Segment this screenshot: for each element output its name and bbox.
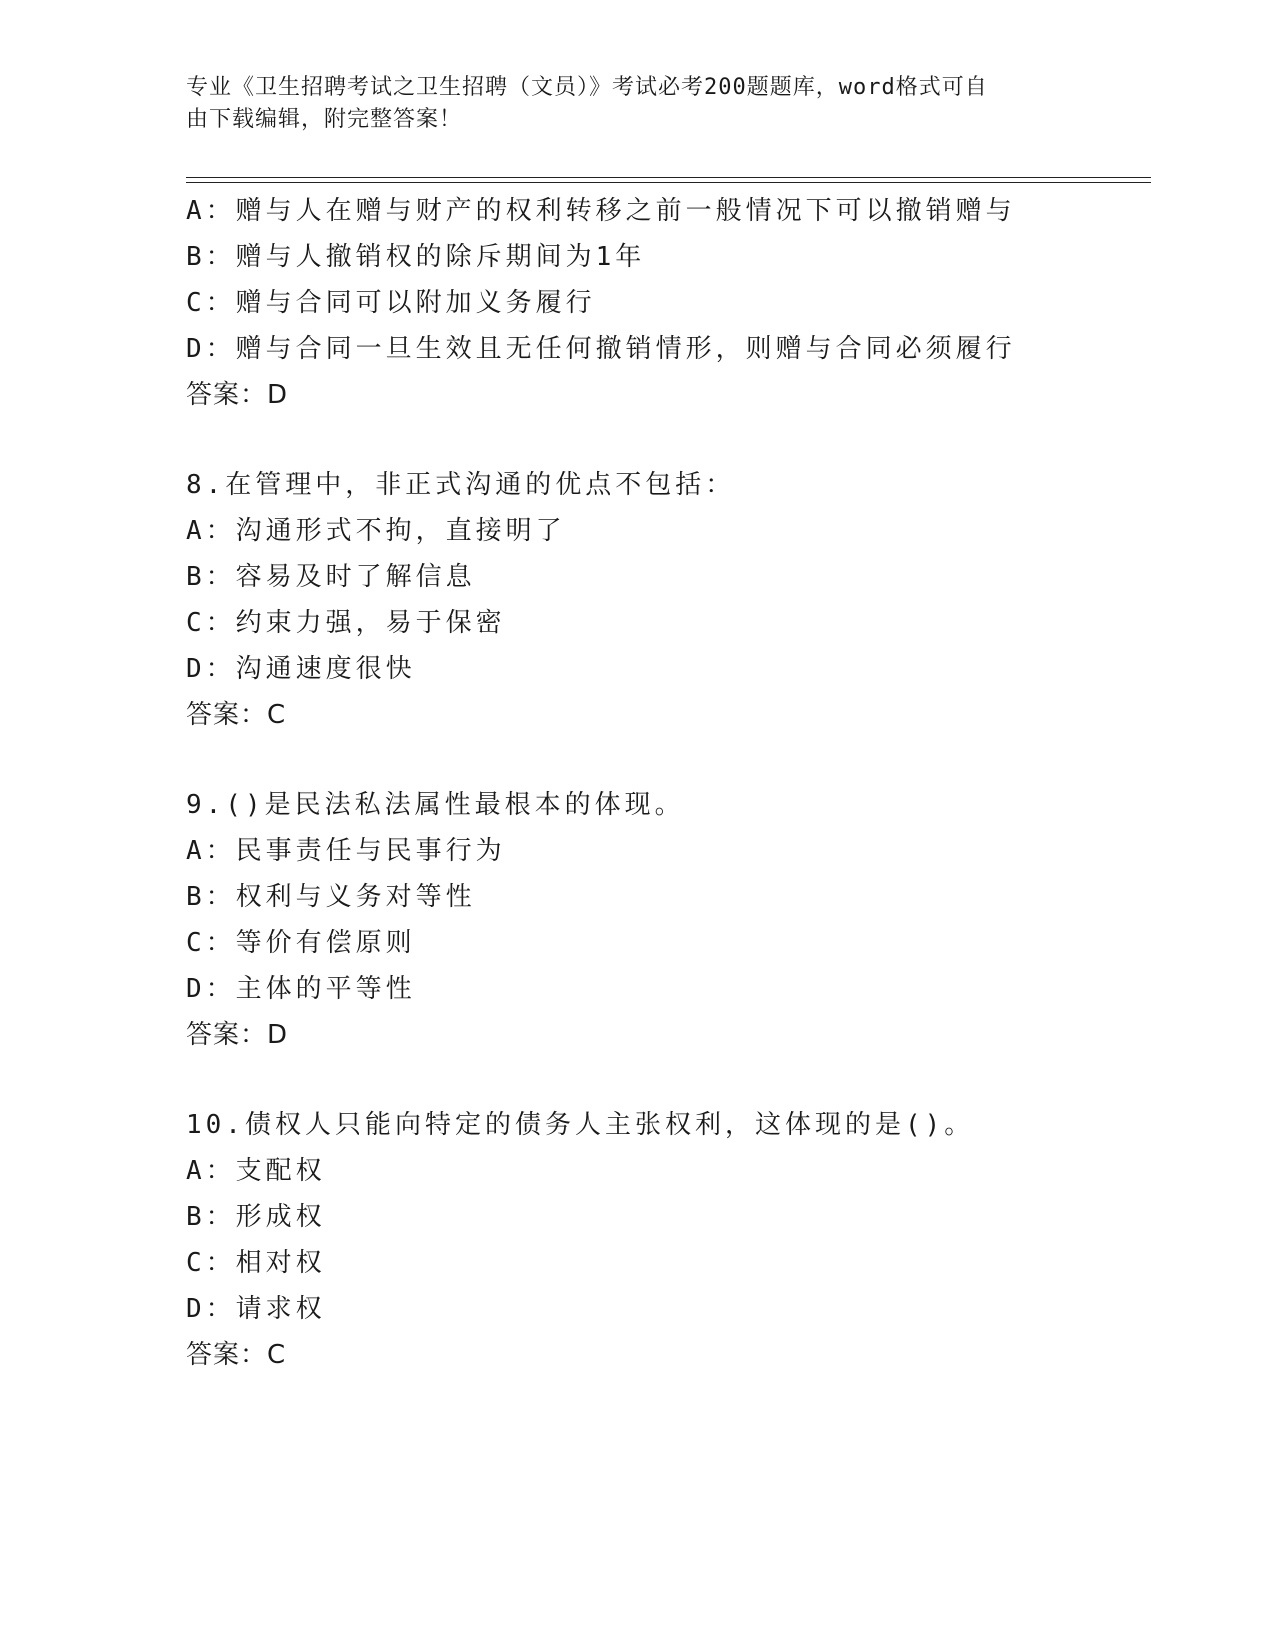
document-header xyxy=(186,72,1066,136)
option-b: B：形成权 xyxy=(186,1202,326,1232)
question-8 xyxy=(186,462,1146,738)
option-a: A：支配权 xyxy=(186,1156,326,1186)
header-divider-bottom xyxy=(186,182,1151,183)
header-line-2: 由下载编辑，附完整答案！ xyxy=(186,107,463,132)
question-text: 8.在管理中，非正式沟通的优点不包括： xyxy=(186,470,736,500)
option-d: D：主体的平等性 xyxy=(186,974,416,1004)
question-list xyxy=(186,188,1146,1378)
header-line-1: 专业《卫生招聘考试之卫生招聘（文员）》考试必考200题题库，word格式可自 xyxy=(186,75,988,100)
answer: 答案：C xyxy=(186,1340,287,1370)
option-d: D：请求权 xyxy=(186,1294,326,1324)
option-b: B：容易及时了解信息 xyxy=(186,562,476,592)
option-c: C：约束力强，易于保密 xyxy=(186,608,506,638)
answer: 答案：D xyxy=(186,1020,289,1050)
option-c: C：等价有偿原则 xyxy=(186,928,416,958)
option-b: B：权利与义务对等性 xyxy=(186,882,476,912)
option-d: D：赠与合同一旦生效且无任何撤销情形，则赠与合同必须履行 xyxy=(186,334,1016,364)
header-divider-top xyxy=(186,177,1151,178)
option-d: D：沟通速度很快 xyxy=(186,654,416,684)
option-a: A：沟通形式不拘，直接明了 xyxy=(186,516,566,546)
question-7 xyxy=(186,188,1146,418)
question-9 xyxy=(186,782,1146,1058)
option-b: B：赠与人撤销权的除斥期间为1年 xyxy=(186,242,646,272)
option-a: A：民事责任与民事行为 xyxy=(186,836,506,866)
option-c: C：相对权 xyxy=(186,1248,326,1278)
answer: 答案：C xyxy=(186,700,287,730)
question-text: 10.债权人只能向特定的债务人主张权利，这体现的是()。 xyxy=(186,1110,975,1140)
question-10 xyxy=(186,1102,1146,1378)
option-a: A：赠与人在赠与财产的权利转移之前一般情况下可以撤销赠与 xyxy=(186,196,1016,226)
question-text: 9.()是民法私法属性最根本的体现。 xyxy=(186,790,685,820)
option-c: C：赠与合同可以附加义务履行 xyxy=(186,288,596,318)
answer: 答案：D xyxy=(186,380,289,410)
